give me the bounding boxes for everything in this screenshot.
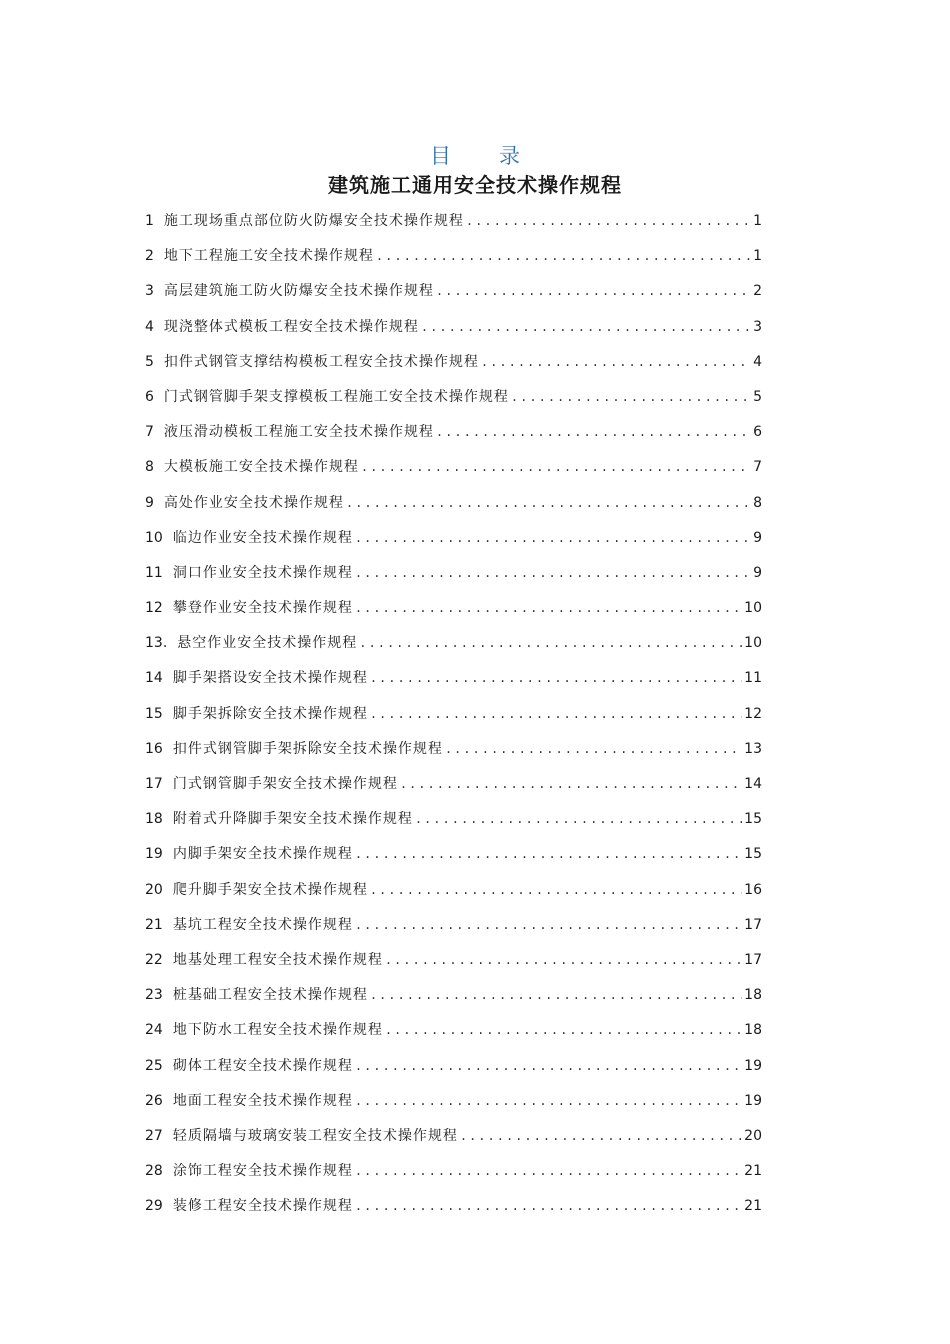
toc-dot-leader: [421, 312, 751, 342]
toc-entry[interactable]: [145, 699, 762, 734]
toc-entry-number: 28: [145, 1163, 163, 1180]
toc-entry-title: 门式钢管脚手架支撑模板工程施工安全技术操作规程: [163, 388, 509, 405]
toc-dot-leader: [376, 241, 751, 271]
toc-entry-page-number: 21: [744, 1163, 762, 1180]
toc-dot-leader: [481, 347, 751, 377]
toc-entry[interactable]: [145, 241, 762, 276]
toc-entry-title: 砌体工程安全技术操作规程: [172, 1057, 353, 1074]
toc-entry-page-number: 11: [744, 670, 762, 687]
toc-entry[interactable]: [145, 488, 762, 523]
toc-entry-title: 大模板施工安全技术操作规程: [163, 459, 359, 476]
toc-entry[interactable]: [145, 558, 762, 593]
toc-entry-page-number: 17: [744, 916, 762, 933]
toc-entry-number: 24: [145, 1022, 163, 1039]
toc-dot-leader: [355, 1191, 742, 1221]
toc-entry-title: 脚手架拆除安全技术操作规程: [172, 705, 368, 722]
toc-dot-leader: [436, 276, 751, 306]
toc-entry-title: 地基处理工程安全技术操作规程: [172, 951, 383, 968]
toc-entry-page-number: 18: [744, 1022, 762, 1039]
toc-entry-number: 4: [145, 318, 154, 335]
toc-dot-leader: [460, 1121, 742, 1151]
toc-dot-leader: [385, 1015, 742, 1045]
toc-entry-number: 14: [145, 670, 163, 687]
toc-entry-title: 悬空作业安全技术操作规程: [177, 635, 358, 652]
toc-entry-page-number: 5: [753, 388, 762, 405]
toc-entry-number: 23: [145, 987, 163, 1004]
toc-entry-number: 2: [145, 248, 154, 265]
toc-entry-number: 19: [145, 846, 163, 863]
toc-entry-number: 13.: [145, 635, 168, 652]
toc-entry-title: 攀登作业安全技术操作规程: [172, 600, 353, 617]
toc-dot-leader: [355, 1086, 742, 1116]
toc-entry-number: 15: [145, 705, 163, 722]
toc-entry-page-number: 21: [744, 1198, 762, 1215]
toc-entry[interactable]: [145, 945, 762, 980]
toc-entry-number: 27: [145, 1127, 163, 1144]
toc-dot-leader: [355, 1051, 742, 1081]
toc-entry[interactable]: [145, 1156, 762, 1191]
toc-entry-number: 7: [145, 424, 154, 441]
toc-entry-page-number: 9: [753, 564, 762, 581]
toc-entry-page-number: 19: [744, 1057, 762, 1074]
toc-entry[interactable]: [145, 523, 762, 558]
toc-entry-page-number: 15: [744, 846, 762, 863]
toc-entry[interactable]: [145, 417, 762, 452]
toc-entry[interactable]: [145, 980, 762, 1015]
toc-entry-page-number: 19: [744, 1092, 762, 1109]
toc-entry-page-number: 9: [753, 529, 762, 546]
toc-entry-number: 21: [145, 916, 163, 933]
toc-entry[interactable]: [145, 734, 762, 769]
toc-dot-leader: [359, 628, 742, 658]
toc-dot-leader: [361, 452, 751, 482]
toc-entry-title: 桩基础工程安全技术操作规程: [172, 987, 368, 1004]
toc-entry-title: 施工现场重点部位防火防爆安全技术操作规程: [163, 213, 464, 229]
toc-entry-page-number: 6: [753, 424, 762, 441]
toc-entry-number: 22: [145, 951, 163, 968]
toc-entry-number: 3: [145, 283, 154, 300]
toc-dot-leader: [415, 804, 742, 834]
toc-dot-leader: [355, 593, 742, 623]
toc-list: [145, 206, 762, 1226]
toc-entry-number: 8: [145, 459, 154, 476]
toc-entry[interactable]: [145, 593, 762, 628]
toc-heading-right: 录: [499, 144, 520, 168]
toc-entry-number: 12: [145, 600, 163, 617]
toc-dot-leader: [370, 980, 742, 1010]
toc-entry-page-number: 1: [753, 213, 762, 229]
toc-entry-number: 26: [145, 1092, 163, 1109]
toc-entry-title: 扣件式钢管支撑结构模板工程安全技术操作规程: [163, 353, 479, 370]
toc-entry-title: 爬升脚手架安全技术操作规程: [172, 881, 368, 898]
toc-entry-page-number: 10: [744, 600, 762, 617]
toc-entry-number: 11: [145, 564, 163, 581]
toc-dot-leader: [400, 769, 742, 799]
toc-entry-page-number: 1: [753, 248, 762, 265]
toc-entry-title: 门式钢管脚手架安全技术操作规程: [172, 776, 398, 792]
toc-entry[interactable]: [145, 382, 762, 417]
toc-dot-leader: [355, 523, 751, 553]
toc-entry[interactable]: [145, 804, 762, 839]
toc-entry[interactable]: [145, 347, 762, 382]
toc-entry-title: 内脚手架安全技术操作规程: [172, 846, 353, 863]
toc-entry-page-number: 8: [753, 494, 762, 511]
toc-entry-title: 高处作业安全技术操作规程: [163, 494, 344, 511]
toc-entry-page-number: 2: [753, 283, 762, 300]
toc-entry[interactable]: [145, 628, 762, 663]
toc-entry[interactable]: [145, 839, 762, 874]
toc-dot-leader: [346, 488, 751, 518]
toc-entry-title: 临边作业安全技术操作规程: [172, 529, 353, 546]
toc-entry-page-number: 17: [744, 951, 762, 968]
toc-entry[interactable]: [145, 769, 762, 804]
toc-entry-number: 1: [145, 213, 154, 229]
toc-dot-leader: [355, 839, 742, 869]
toc-entry-number: 25: [145, 1057, 163, 1074]
toc-dot-leader: [370, 663, 742, 693]
toc-dot-leader: [436, 417, 751, 447]
toc-dot-leader: [466, 206, 751, 236]
toc-dot-leader: [370, 875, 742, 905]
toc-dot-leader: [355, 910, 742, 940]
toc-entry[interactable]: [145, 1191, 762, 1226]
toc-entry[interactable]: [145, 875, 762, 910]
toc-entry-title: 装修工程安全技术操作规程: [172, 1198, 353, 1215]
toc-dot-leader: [355, 558, 751, 588]
toc-entry-title: 脚手架搭设安全技术操作规程: [172, 670, 368, 687]
toc-entry-title: 液压滑动模板工程施工安全技术操作规程: [163, 424, 434, 441]
toc-entry[interactable]: [145, 1051, 762, 1086]
toc-dot-leader: [385, 945, 742, 975]
toc-entry[interactable]: [145, 1015, 762, 1050]
toc-heading-left: 目: [430, 144, 451, 168]
toc-entry-page-number: 4: [753, 353, 762, 370]
toc-entry-page-number: 20: [744, 1127, 762, 1144]
toc-entry[interactable]: [145, 1121, 762, 1156]
toc-entry-page-number: 13: [744, 740, 762, 757]
toc-entry[interactable]: [145, 1086, 762, 1121]
toc-heading: [0, 140, 950, 170]
toc-dot-leader: [370, 699, 742, 729]
toc-entry-title: 现浇整体式模板工程安全技术操作规程: [163, 318, 419, 335]
toc-entry-number: 10: [145, 529, 163, 546]
toc-entry[interactable]: [145, 206, 762, 241]
toc-entry[interactable]: [145, 452, 762, 487]
toc-dot-leader: [355, 1156, 742, 1186]
toc-entry-title: 高层建筑施工防火防爆安全技术操作规程: [163, 283, 434, 300]
toc-entry-number: 20: [145, 881, 163, 898]
toc-entry-title: 洞口作业安全技术操作规程: [172, 564, 353, 581]
toc-entry[interactable]: [145, 663, 762, 698]
toc-entry-title: 地下防水工程安全技术操作规程: [172, 1022, 383, 1039]
toc-entry-title: 涂饰工程安全技术操作规程: [172, 1163, 353, 1180]
toc-entry-title: 扣件式钢管脚手架拆除安全技术操作规程: [172, 740, 443, 757]
toc-entry-number: 29: [145, 1198, 163, 1215]
toc-entry-page-number: 3: [753, 318, 762, 335]
toc-entry-page-number: 18: [744, 987, 762, 1004]
toc-entry-page-number: 7: [753, 459, 762, 476]
toc-entry-number: 5: [145, 353, 154, 370]
toc-entry-title: 附着式升降脚手架安全技术操作规程: [172, 811, 413, 828]
toc-entry-page-number: 14: [744, 776, 762, 792]
toc-entry-title: 基坑工程安全技术操作规程: [172, 916, 353, 933]
toc-entry-number: 6: [145, 388, 154, 405]
toc-entry-number: 16: [145, 740, 163, 757]
toc-dot-leader: [445, 734, 742, 764]
toc-entry[interactable]: [145, 312, 762, 347]
toc-entry-page-number: 16: [744, 881, 762, 898]
toc-entry-number: 18: [145, 811, 163, 828]
toc-entry-title: 轻质隔墙与玻璃安装工程安全技术操作规程: [172, 1127, 458, 1144]
toc-entry-title: 地面工程安全技术操作规程: [172, 1092, 353, 1109]
toc-entry-page-number: 10: [744, 635, 762, 652]
toc-entry-title: 地下工程施工安全技术操作规程: [163, 248, 374, 265]
toc-entry-number: 17: [145, 776, 163, 792]
toc-entry[interactable]: [145, 910, 762, 945]
toc-entry-number: 9: [145, 494, 154, 511]
toc-dot-leader: [511, 382, 751, 412]
toc-entry-page-number: 15: [744, 811, 762, 828]
document-title: 建筑施工通用安全技术操作规程: [328, 173, 622, 197]
toc-entry[interactable]: [145, 276, 762, 311]
toc-entry-page-number: 12: [744, 705, 762, 722]
